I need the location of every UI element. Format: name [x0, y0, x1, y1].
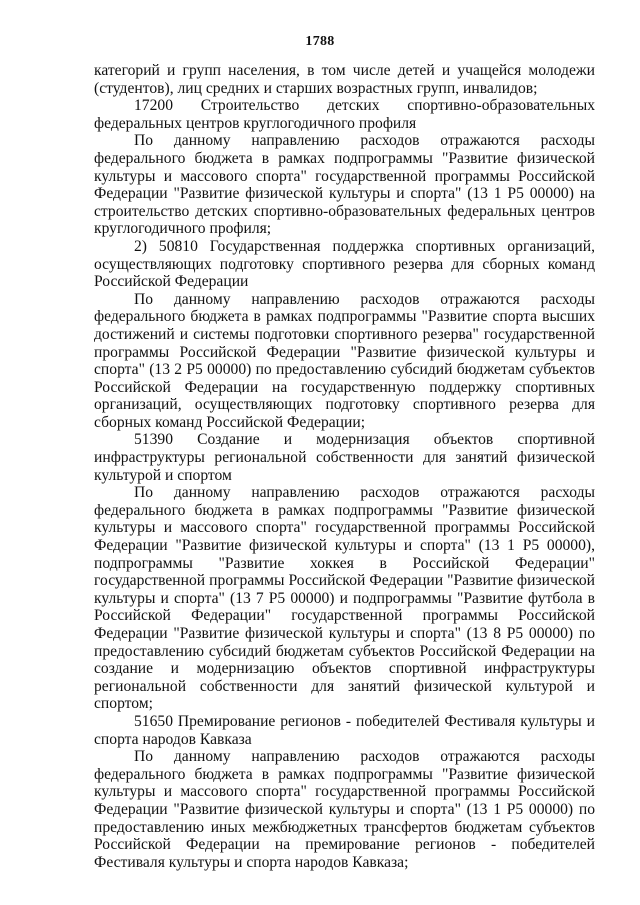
paragraph-body: По данному направлению расходов отражаются расходы федерального бюджета в рамках подпрограммы "Развитие физической культуры и массового спорта" государственной программы Российской Федерации "Развитие физической культуры и спорта" (13 1 Р5 00000) на строительство детских спортивно-образовательных федеральных центров круглогодичного профиля;	[94, 132, 595, 238]
paragraph-body: По данному направлению расходов отражаются расходы федерального бюджета в рамках подпрограммы "Развитие спорта высших достижений и системы подготовки спортивного резерва" государственной программы Российской Федерации "Развитие физической культуры и спорта" (13 2 Р5 00000) по предоставлению субсидий бюджетам субъектов Российской Федерации на государственную поддержку спортивных организаций, осуществляющих подготовку спортивного резерва для сборных команд Российской Федерации;	[94, 290, 595, 431]
page-number: 1788	[305, 34, 335, 49]
paragraph-body: По данному направлению расходов отражаются расходы федерального бюджета в рамках подпрограммы "Развитие физической культуры и массового спорта" государственной программы Российской Федерации "Развитие физической культуры и спорта" (13 1 Р5 00000), подпрограммы "Развитие хоккея в Российской Федерации" государственной программы Российской Федерации "Развитие физической культуры и спорта" (13 7 Р5 00000) и подпрограммы "Развитие футбола в Российской Федерации" государственной программы Российской Федерации "Развитие физической культуры и спорта" (13 8 Р5 00000) по предоставлению субсидий бюджетам субъектов Российской Федерации на создание и модернизацию объектов спортивной инфраструктуры региональной собственности для занятий физической культурой и спортом;	[94, 484, 595, 713]
document-body	[94, 62, 595, 871]
section-heading-50810: 2) 50810 Государственная поддержка спортивных организаций, осуществляющих подготовку спортивного резерва для сборных команд Российской Федерации	[94, 237, 595, 291]
section-heading-51650: 51650 Премирование регионов - победителей Фестиваля культуры и спорта народов Кавказа	[94, 712, 595, 748]
section-heading-51390: 51390 Создание и модернизация объектов спортивной инфраструктуры региональной собственности для занятий физической культурой и спортом	[94, 431, 595, 484]
section-heading-17200: 17200 Строительство детских спортивно-образовательных федеральных центров круглогодичного профиля	[94, 97, 595, 132]
paragraph-body: По данному направлению расходов отражаются расходы федерального бюджета в рамках подпрограммы "Развитие физической культуры и массового спорта" государственной программы Российской Федерации "Развитие физической культуры и спорта" (13 1 Р5 00000) по предоставлению иных межбюджетных трансфертов бюджетам субъектов Российской Федерации на премирование регионов - победителей Фестиваля культуры и спорта народов Кавказа;	[94, 748, 595, 871]
paragraph-continuation: категорий и групп населения, в том числе детей и учащейся молодежи (студентов), лиц средних и старших возрастных групп, инвалидов;	[94, 62, 595, 97]
